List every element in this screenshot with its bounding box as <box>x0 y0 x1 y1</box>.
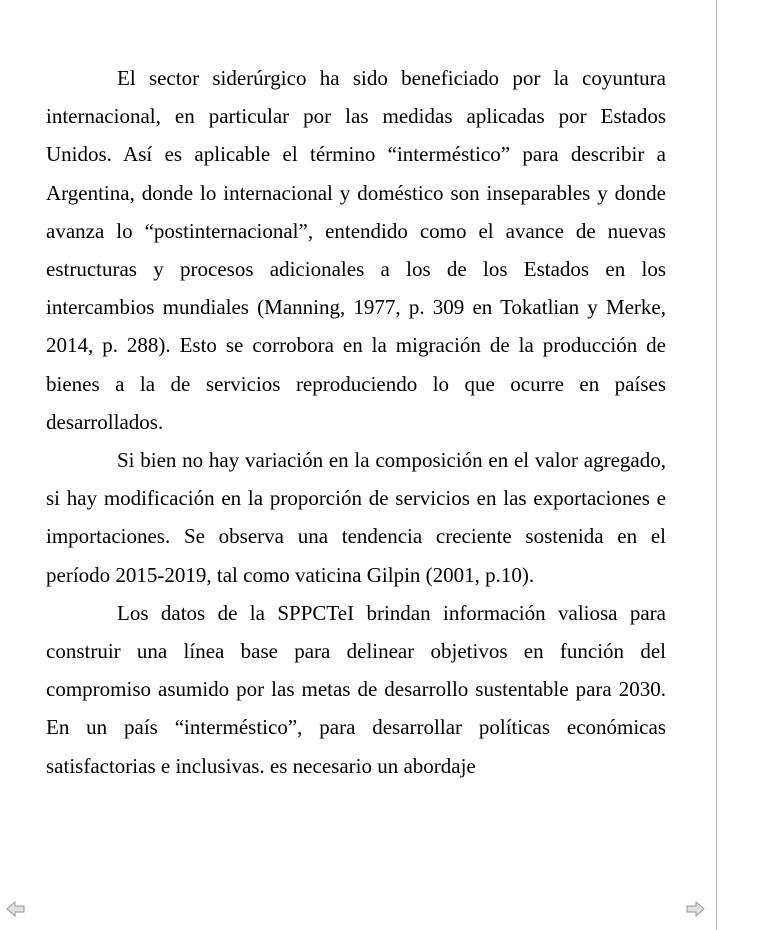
arrow-right-icon <box>685 900 705 918</box>
arrow-left-icon <box>6 900 26 918</box>
paragraph-1: El sector siderúrgico ha sido beneficiado por la coyuntura internacional, en particular por las medidas aplicadas por Estados Unidos. Así es aplicable el término “interméstico” para describir a Argentina, donde lo internacional y doméstico son inseparables y donde avanza lo “postinternacional”, entendido como el avance de nuevas estructuras y procesos adicionales a los de los Estados en los intercambios mundiales (Manning, 1977, p. 309 en Tokatlian y Merke, 2014, p. 288). Esto se corrobora en la migración de la producción de bienes a la de servicios reproduciendo lo que ocurre en países desarrollados. <box>46 66 666 434</box>
document-body <box>46 59 666 785</box>
next-page-button[interactable] <box>685 900 705 918</box>
previous-page-button[interactable] <box>6 900 26 918</box>
paragraph-2: Si bien no hay variación en la composición en el valor agregado, si hay modificación en la proporción de servicios en las exportaciones e importaciones. Se observa una tendencia creciente sostenida en el período 2015-2019, tal como vaticina Gilpin (2001, p.10). <box>46 448 666 587</box>
paragraph-3: Los datos de la SPPCTeI brindan información valiosa para construir una línea base para delinear objetivos en función del compromiso asumido por las metas de desarrollo sustentable para 2030. En un país “interméstico”, para desarrollar políticas económicas satisfactorias e inclusivas. es necesario un abordaje <box>46 600 666 778</box>
page-margin-area <box>717 0 768 930</box>
